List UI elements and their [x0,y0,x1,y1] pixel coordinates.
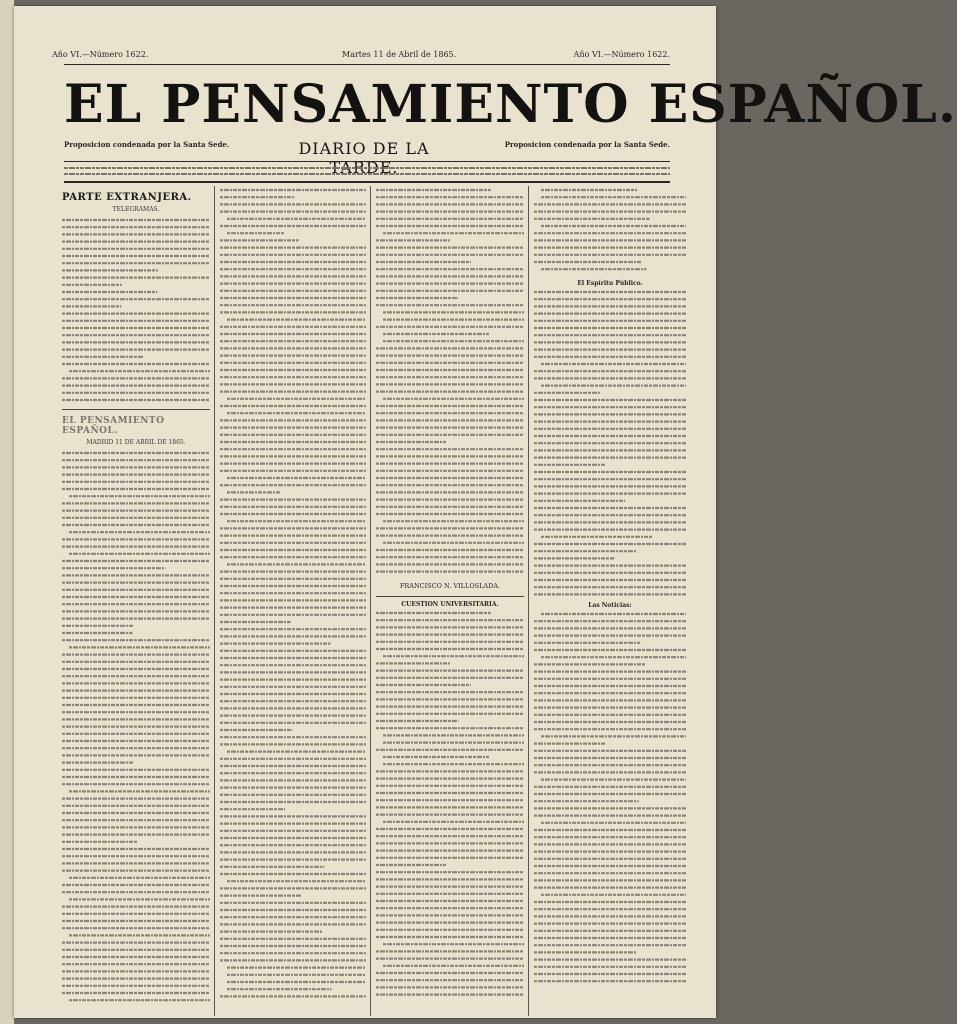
issue-date: Martes 11 de Abril de 1865. [342,50,457,59]
text-lines [534,610,686,990]
foreign-section-heading: PARTE EXTRANJERA. [62,192,192,203]
paper-title-repeat: EL PENSAMIENTO ESPAÑOL. [62,416,165,436]
section-divider [376,596,524,597]
university-heading: CUESTION UNIVERSITARIA. [401,601,499,608]
header-rule [64,64,670,65]
text-lines [62,216,210,406]
text-lines [220,186,366,1006]
interior-heading: El Espíritu Público. [577,280,643,287]
column-4-body-top [534,186,686,276]
column-rule [214,186,215,1016]
telegrams-label: TELEGRAMAS. [112,206,160,213]
header-strip [52,50,670,64]
column-2 [220,186,366,1016]
news-body [534,610,686,990]
subtitle-rule [64,161,670,162]
news-heading: Las Noticias: [588,602,632,609]
telegrams-body [62,216,210,406]
right-motto: Proposicion condenada por la Santa Sede. [504,140,670,149]
masthead-title: EL PENSAMIENTO ESPAÑOL. [64,74,957,135]
text-lines [62,449,210,1009]
columns-area [62,186,686,1016]
volume-number-right: Año VI.—Número 1622. [573,50,670,59]
column-3-body-top [376,186,524,576]
column-3 [376,186,524,1016]
subscription-prices [64,164,670,182]
volume-number-left: Año VI.—Número 1622. [52,50,149,59]
editorial-body [62,449,210,1009]
university-body [376,609,524,999]
newspaper-page [14,6,957,1018]
masthead-subtitle: DIARIO DE LA TARDE. [298,139,430,177]
masthead-subtitle-row [64,139,670,177]
text-lines [534,186,686,276]
columns-top-rule [64,181,670,183]
left-motto: Proposicion condenada por la Santa Sede. [64,140,230,149]
text-lines [534,288,686,598]
interior-body [534,288,686,598]
column-4 [534,186,686,1016]
column-1 [62,186,210,1016]
text-lines [376,609,524,999]
editorial-dateline: MADRID 11 DE ABRIL DE 1865. [86,439,186,446]
prices-lines [64,164,670,180]
binding-edge [0,0,14,1024]
column-rule [528,186,529,1016]
column-rule [370,186,371,1016]
section-divider [62,409,210,410]
article-signature: FRANCISCO N. VILLOSLADA. [399,582,501,590]
column-2-body [220,186,366,1006]
text-lines [376,186,524,576]
